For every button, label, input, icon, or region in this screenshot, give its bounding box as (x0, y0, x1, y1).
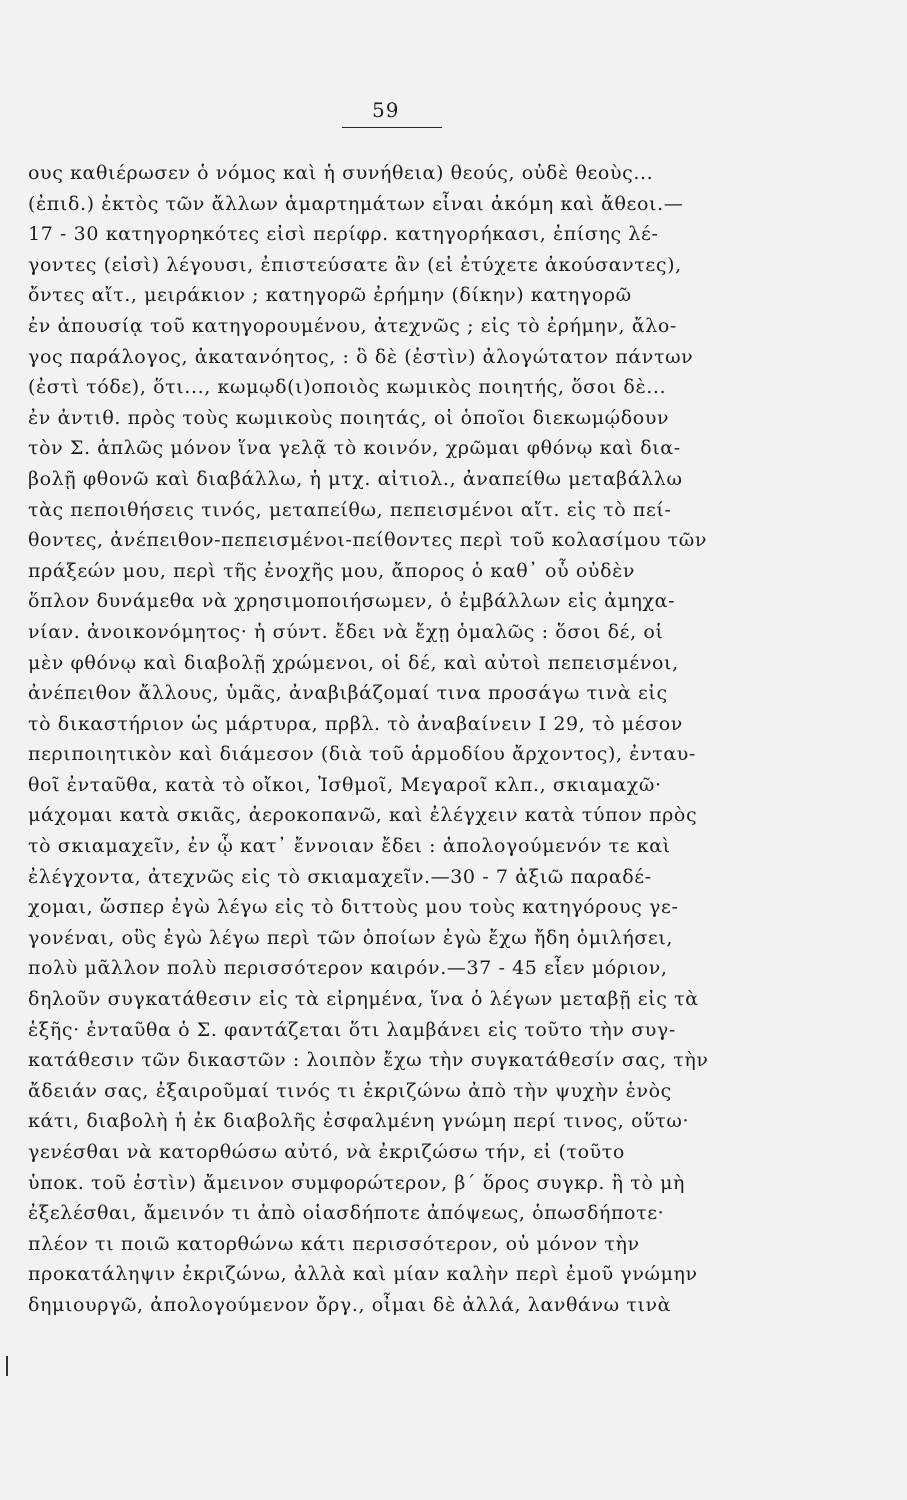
text-line: βολῇ φθονῶ καὶ διαβάλλω, ἡ μτχ. αἰτιολ., ἀναπείθω μεταβάλλω (28, 467, 683, 490)
text-line: 17 - 30 κατηγορηκότες εἰσὶ περίφρ. κατηγορήκασι, ἐπίσης λέ- (28, 223, 659, 246)
header-rule (342, 127, 442, 128)
text-line: ἀνέπειθον ἄλλους, ὑμᾶς, ἀναβιβάζομαί τινα προσάγω τινὰ εἰς (28, 682, 668, 705)
text-line: (ἐστὶ τόδε), ὅτι..., κωμῳδ(ι)οποιὸς κωμικὸς ποιητής, ὅσοι δὲ... (28, 376, 667, 399)
text-line: νίαν. ἀνοικονόμητος· ἡ σύντ. ἔδει νὰ ἔχῃ ὁμαλῶς : ὅσοι δέ, οἱ (28, 620, 664, 643)
text-line: προκατάληψιν ἐκριζώνω, ἀλλὰ καὶ μίαν καλὴν περὶ ἐμοῦ γνώμην (28, 1263, 698, 1286)
text-line: θοντες, ἀνέπειθον-πεπεισμένοι-πείθοντες περὶ τοῦ κολασίμου τῶν (28, 529, 707, 552)
text-line: μὲν φθόνῳ καὶ διαβολῇ χρώμενοι, οἱ δέ, καὶ αὐτοὶ πεπεισμένοι, (28, 651, 679, 674)
text-line: μάχομαι κατὰ σκιᾶς, ἀεροκοπανῶ, καὶ ἐλέγχειν κατὰ τύπον πρὸς (28, 804, 698, 827)
text-line: γοντες (εἰσὶ) λέγουσι, ἐπιστεύσατε ἂν (εἰ ἐτύχετε ἀκούσαντες), (28, 253, 682, 276)
text-line: κατάθεσιν τῶν δικαστῶν : λοιπὸν ἔχω τὴν συγκατάθεσίν σας, τὴν (28, 1049, 709, 1072)
text-line: πλέον τι ποιῶ κατορθώνω κάτι περισσότερον, οὐ μόνον τὴν (28, 1232, 640, 1255)
text-line: θοῖ ἐνταῦθα, κατὰ τὸ οἴκοι, Ἰσθμοῖ, Μεγαροῖ κλπ., σκιαμαχῶ· (28, 773, 662, 796)
text-line: ἐν ἀπουσίᾳ τοῦ κατηγορουμένου, ἀτεχνῶς ; εἰς τὸ ἐρήμην, ἄλο- (28, 314, 677, 337)
text-line: τὸ δικαστήριον ὡς μάρτυρα, πρβλ. τὸ ἀναβαίνειν Ι 29, τὸ μέσον (28, 712, 683, 735)
text-line: ἑξῆς· ἐνταῦθα ὁ Σ. φαντάζεται ὅτι λαμβάνει εἰς τοῦτο τὴν συγ- (28, 1018, 676, 1041)
text-line: γος παράλογος, ἀκατανόητος, : ὃ δὲ (ἐστὶν) ἀλογώτατον πάντων (28, 345, 694, 368)
text-line: τὸ σκιαμαχεῖν, ἐν ᾧ κατ᾽ ἔννοιαν ἔδει : ἀπολογούμενόν τε καὶ (28, 835, 671, 858)
text-line: χομαι, ὥσπερ ἐγὼ λέγω εἰς τὸ διττοὺς μου τοὺς κατηγόρους γε- (28, 896, 679, 919)
text-line: ἄδειάν σας, ἐξαιροῦμαί τινός τι ἐκριζώνω ἀπὸ τὴν ψυχὴν ἑνὸς (28, 1079, 672, 1102)
text-line: τὰς πεποιθήσεις τινός, μεταπείθω, πεπεισμένοι αἴτ. εἰς τὸ πεί- (28, 498, 672, 521)
text-line: (ἐπιδ.) ἐκτὸς τῶν ἄλλων ἁμαρτημάτων εἶναι ἀκόμη καὶ ἄθεοι.— (28, 192, 684, 215)
text-line: κάτι, διαβολὴ ἡ ἐκ διαβολῆς ἐσφαλμένη γνώμη περί τινος, οὕτω· (28, 1110, 690, 1133)
text-line: ἐν ἀντιθ. πρὸς τοὺς κωμικοὺς ποιητάς, οἱ ὁποῖοι διεκωμῴδουν (28, 406, 670, 429)
text-line: ους καθιέρωσεν ὁ νόμος καὶ ἡ συνήθεια) θεούς, οὐδὲ θεοὺς... (28, 162, 654, 184)
text-line: πολὺ μᾶλλον πολὺ περισσότερον καιρόν.—37 - 45 εἶεν μόριον, (28, 957, 668, 980)
text-line: γονέναι, οὓς ἐγὼ λέγω περὶ τῶν ὁποίων ἐγὼ ἔχω ἤδη ὁμιλήσει, (28, 926, 674, 949)
text-line: περιποιητικὸν καὶ διάμεσον (διὰ τοῦ ἁρμοδίου ἄρχοντος), ἐνταυ- (28, 743, 696, 766)
page-number: 59 (372, 98, 400, 122)
text-line: ἐλέγχοντα, ἀτεχνῶς εἰς τὸ σκιαμαχεῖν.—30 - 7 ἀξιῶ παραδέ- (28, 865, 652, 888)
text-line: ὑποκ. τοῦ ἐστὶν) ἄμεινον συμφορώτερον, β΄ ὅρος συγκρ. ἢ τὸ μὴ (28, 1171, 686, 1194)
margin-mark (6, 1356, 8, 1376)
commentary-text (28, 158, 788, 1321)
text-line: ὅπλον δυνάμεθα νὰ χρησιμοποιήσωμεν, ὁ ἐμβάλλων εἰς ἀμηχα- (28, 590, 676, 613)
text-line: δημιουργῶ, ἀπολογούμενον ὄργ., οἶμαι δὲ ἀλλά, λανθάνω τινὰ (28, 1293, 672, 1316)
text-line: τὸν Σ. ἁπλῶς μόνον ἵνα γελᾷ τὸ κοινόν, χρῶμαι φθόνῳ καὶ δια- (28, 437, 681, 460)
text-line: ὄντες αἴτ., μειράκιον ; κατηγορῶ ἐρήμην (δίκην) κατηγορῶ (28, 284, 632, 307)
text-line: γενέσθαι νὰ κατορθώσω αὐτό, νὰ ἐκριζώσω τήν, εἰ (τοῦτο (28, 1141, 625, 1163)
text-line: δηλοῦν συγκατάθεσιν εἰς τὰ εἰρημένα, ἵνα ὁ λέγων μεταβῇ εἰς τὰ (28, 988, 699, 1011)
text-line: πράξεών μου, περὶ τῆς ἐνοχῆς μου, ἄπορος ὁ καθ᾽ οὗ οὐδὲν (28, 559, 636, 582)
text-line: ἐξελέσθαι, ἄμεινόν τι ἀπὸ οἱασδήποτε ἀπόψεως, ὁπωσδήποτε· (28, 1202, 665, 1225)
